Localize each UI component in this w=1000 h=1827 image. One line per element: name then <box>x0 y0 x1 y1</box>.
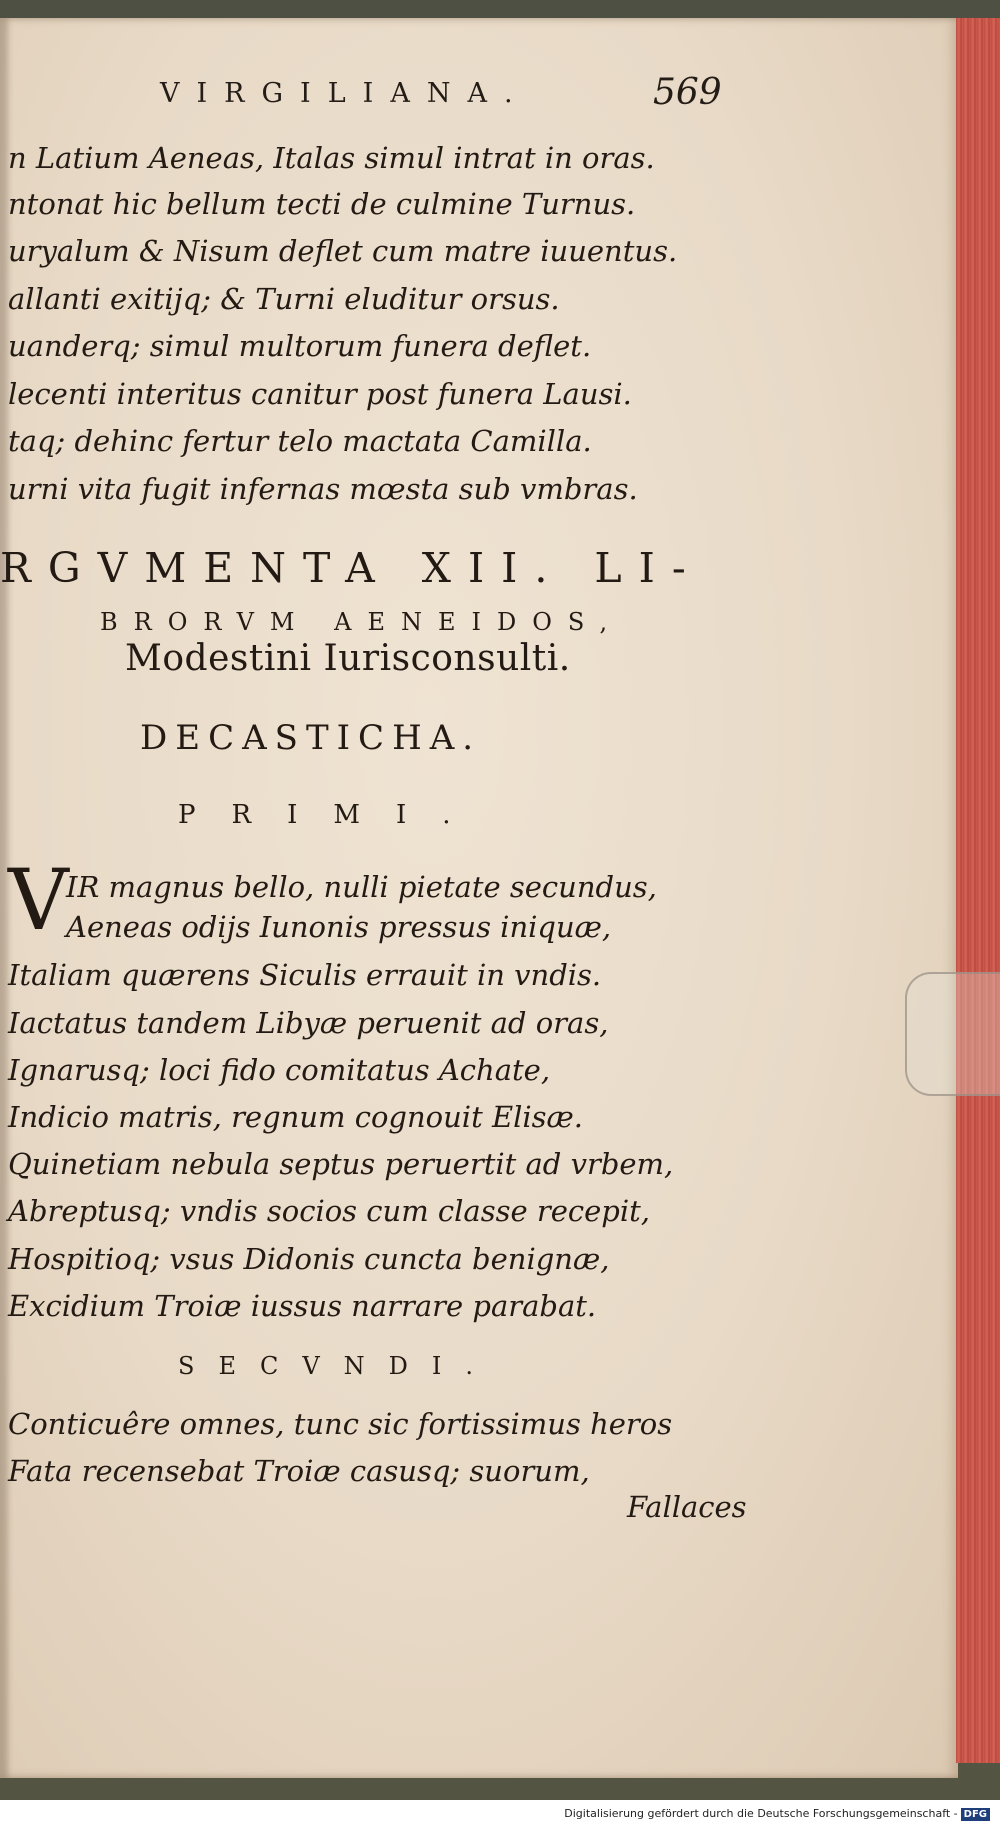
page-edge-red <box>956 18 1000 1763</box>
verse-line: Iactatus tandem Libyæ peruenit ad oras, <box>8 1006 609 1040</box>
verse-line: taq; dehinc fertur telo mactata Camilla. <box>8 424 592 458</box>
running-head: VIRGILIANA. <box>160 78 530 109</box>
footer-credit: Digitalisierung gefördert durch die Deutsche Forschungsgemeinschaft - <box>564 1807 958 1820</box>
book-heading-primi: PRIMI. <box>178 800 487 830</box>
section-title-line1: RGVMENTA XII. LI- <box>0 544 703 592</box>
catchword: Fallaces <box>627 1490 747 1524</box>
verse-line: allanti exitijq; & Turni eluditur orsus. <box>8 282 560 316</box>
verse-line: Conticuêre omnes, tunc sic fortissimus heros <box>8 1407 673 1441</box>
section-title-author: Modestini Iurisconsulti. <box>125 638 571 679</box>
verse-line: Aeneas odijs Iunonis pressus iniquæ, <box>66 910 612 944</box>
dfg-logo: DFG <box>961 1808 990 1821</box>
section-title-line2: BRORVM AENEIDOS, <box>100 608 624 636</box>
verse-line: Abreptusq; vndis socios cum classe recepit, <box>8 1194 651 1228</box>
verse-line: IR magnus bello, nulli pietate secundus, <box>66 870 657 904</box>
verse-line: Indicio matris, regnum cognouit Elisæ. <box>8 1100 584 1134</box>
digitization-footer <box>0 1800 1000 1827</box>
verse-line: Quinetiam nebula septus peruertit ad vrbem, <box>8 1147 674 1181</box>
verse-line: Ignarusq; loci fido comitatus Achate, <box>8 1053 551 1087</box>
subtitle: DECASTICHA. <box>140 718 482 758</box>
verse-line: Italiam quærens Siculis errauit in vndis. <box>8 958 602 992</box>
verse-line: Fata recensebat Troiæ casusq; suorum, <box>8 1454 590 1488</box>
verse-line: urni vita fugit infernas mœsta sub vmbras. <box>8 472 638 506</box>
drop-capital: V <box>8 851 69 949</box>
book-heading-secundi: SECVNDI. <box>178 1352 498 1380</box>
verse-line: ntonat hic bellum tecti de culmine Turnus. <box>8 187 636 221</box>
verse-line: Excidium Troiæ iussus narrare parabat. <box>8 1289 597 1323</box>
page-clip <box>905 972 1000 1096</box>
page-number: 569 <box>653 72 722 113</box>
verse-line: lecenti interitus canitur post funera Lausi. <box>8 377 632 411</box>
verse-line: uanderq; simul multorum funera deflet. <box>8 329 592 363</box>
verse-line: uryalum & Nisum deflet cum matre iuuentus. <box>8 234 678 268</box>
verse-line: n Latium Aeneas, Italas simul intrat in oras. <box>8 141 655 175</box>
verse-line: Hospitioq; vsus Didonis cuncta benignæ, <box>8 1242 610 1276</box>
